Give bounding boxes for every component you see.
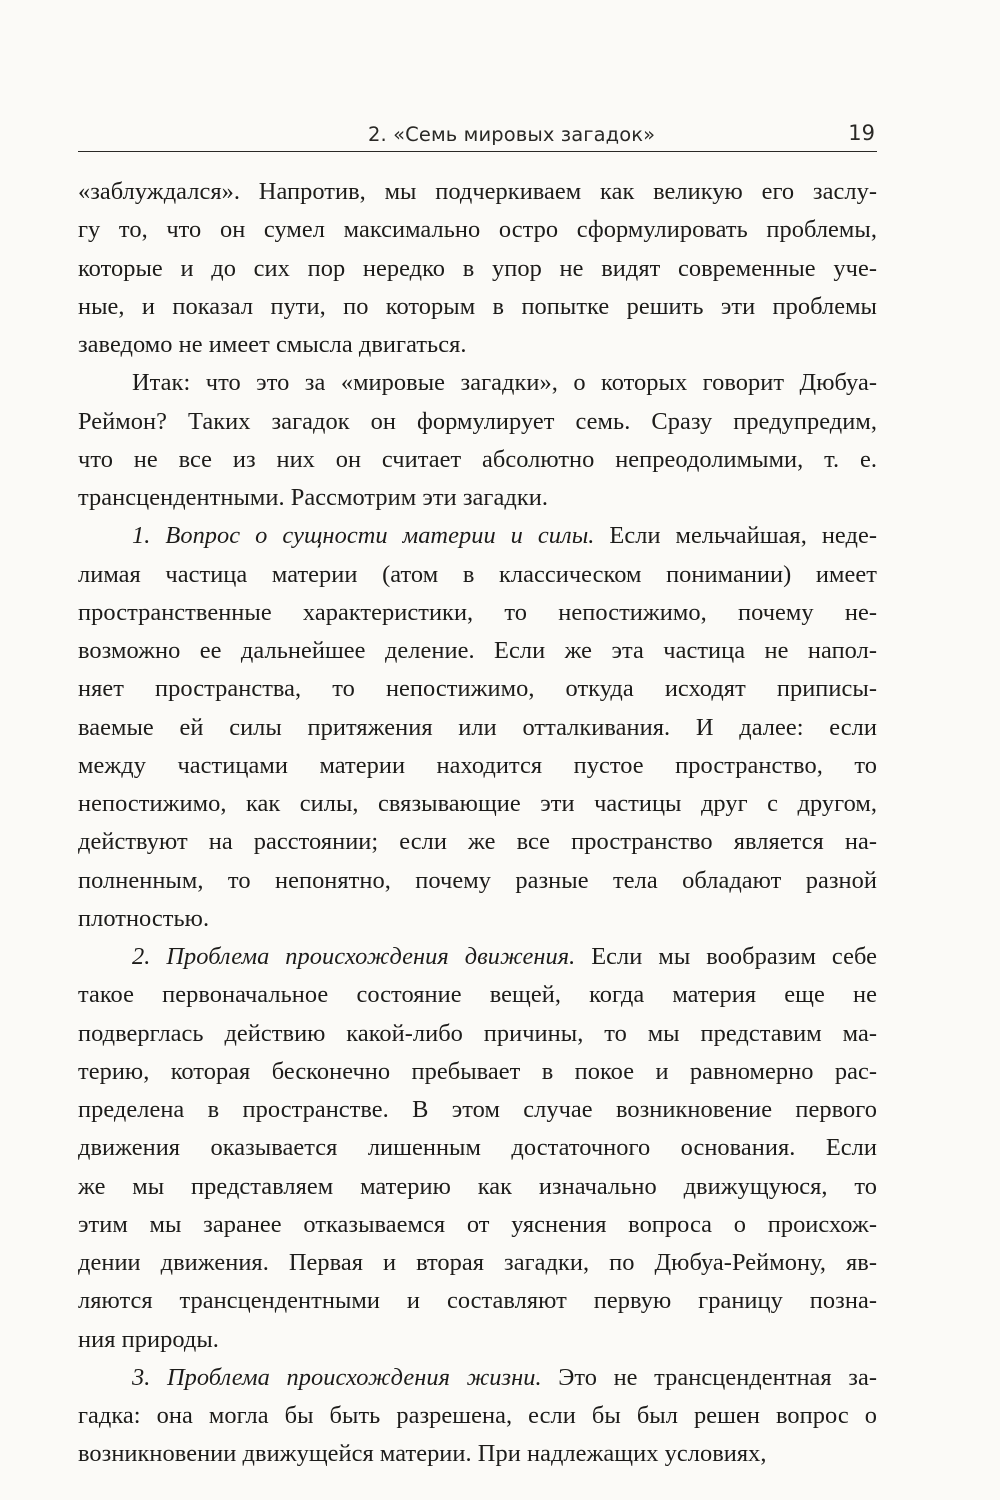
paragraph bbox=[78, 517, 877, 938]
running-title: 2. «Семь мировых загадок» bbox=[368, 123, 656, 146]
running-header bbox=[78, 117, 877, 152]
text-line bbox=[78, 900, 877, 938]
text-line bbox=[78, 709, 877, 747]
text-line bbox=[78, 1015, 877, 1053]
line-text: ляются трансцендентными и составляют первую границу позна- bbox=[78, 1287, 877, 1315]
paragraph bbox=[78, 173, 877, 364]
text-line bbox=[78, 211, 877, 249]
text-line bbox=[78, 594, 877, 632]
text-line bbox=[78, 441, 877, 479]
line-text: же мы представляем материю как изначально движущуюся, то bbox=[78, 1172, 877, 1200]
text-line bbox=[78, 364, 877, 402]
italic-heading: 2. Проблема происхождения движения. bbox=[132, 943, 576, 970]
text-line bbox=[78, 785, 877, 823]
text-line bbox=[78, 823, 877, 861]
text-line bbox=[78, 1321, 877, 1359]
paragraph bbox=[78, 938, 877, 1359]
text-line bbox=[78, 326, 877, 364]
text-line bbox=[78, 747, 877, 785]
line-text: такое первоначальное состояние вещей, когда материя еще не bbox=[78, 981, 877, 1009]
line-text: ваемые ей силы притяжения или отталкивания. И далее: если bbox=[78, 713, 877, 741]
line-text: «заблуждался». Напротив, мы подчеркиваем как великую его заслу- bbox=[78, 178, 877, 205]
line-text: няет пространства, то непостижимо, откуда исходят приписы- bbox=[78, 675, 877, 703]
line-text: что не все из них он считает абсолютно непреодолимыми, т. е. bbox=[78, 445, 877, 473]
text-line bbox=[78, 1359, 877, 1397]
line-text: терию, которая бесконечно пребывает в покое и равномерно рас- bbox=[78, 1057, 877, 1085]
line-text: подверглась действию какой-либо причины, то мы представим ма- bbox=[78, 1019, 877, 1047]
text-line bbox=[78, 862, 877, 900]
line-text: Это не трансцендентная за- bbox=[541, 1363, 878, 1391]
line-text: Если мы вообразим себе bbox=[575, 943, 877, 970]
text-line bbox=[78, 173, 877, 211]
line-text: заведомо не имеет смысла двигаться. bbox=[78, 331, 467, 358]
page-number: 19 bbox=[848, 121, 875, 145]
text-line bbox=[78, 1435, 877, 1473]
paragraph bbox=[78, 364, 877, 517]
line-text: Итак: что это за «мировые загадки», о которых говорит Дюбуа- bbox=[132, 369, 877, 397]
line-text: дении движения. Первая и вторая загадки, по Дюбуа-Реймону, яв- bbox=[78, 1249, 877, 1276]
text-line bbox=[78, 479, 877, 517]
line-text: ные, и показал пути, по которым в попытке решить эти проблемы bbox=[78, 292, 877, 320]
text-line bbox=[78, 1397, 877, 1435]
text-line bbox=[78, 670, 877, 708]
line-text: ния природы. bbox=[78, 1325, 219, 1353]
body-text bbox=[78, 173, 877, 1474]
text-line bbox=[78, 1244, 877, 1282]
line-text: непостижимо, как силы, связывающие эти частицы друг с другом, bbox=[78, 790, 877, 817]
line-text: пространственные характеристики, то непостижимо, почему не- bbox=[78, 598, 877, 626]
line-text: между частицами материи находится пустое пространство, то bbox=[78, 751, 877, 779]
line-text: движения оказывается лишенным достаточного основания. Если bbox=[78, 1134, 877, 1162]
text-line bbox=[78, 250, 877, 288]
line-text: этим мы заранее отказываемся от уяснения вопроса о происхож- bbox=[78, 1210, 877, 1238]
line-text: полненным, то непонятно, почему разные тела обладают разной bbox=[78, 866, 877, 894]
text-line bbox=[78, 632, 877, 670]
text-line bbox=[78, 938, 877, 976]
line-text: возникновении движущейся материи. При надлежащих условиях, bbox=[78, 1440, 767, 1468]
text-line bbox=[78, 976, 877, 1014]
line-text: Реймон? Таких загадок он формулирует семь. Сразу предупредим, bbox=[78, 407, 877, 435]
text-line bbox=[78, 1168, 877, 1206]
text-line bbox=[78, 1053, 877, 1091]
line-text: лимая частица материи (атом в классическом понимании) имеет bbox=[78, 560, 877, 588]
line-text: пределена в пространстве. В этом случае возникновение первого bbox=[78, 1096, 877, 1123]
italic-heading: 1. Вопрос о сущности материи и силы. bbox=[132, 522, 595, 550]
text-line bbox=[78, 1282, 877, 1320]
paragraph bbox=[78, 1359, 877, 1474]
italic-heading: 3. Проблема происхождения жизни. bbox=[132, 1363, 542, 1391]
text-line bbox=[78, 1129, 877, 1167]
line-text: возможно ее дальнейшее деление. Если же эта частица не напол- bbox=[78, 637, 877, 664]
text-line bbox=[78, 288, 877, 326]
line-text: Если мельчайшая, неде- bbox=[594, 522, 877, 550]
line-text: действуют на расстоянии; если же все пространство является на- bbox=[78, 828, 877, 856]
text-line bbox=[78, 1091, 877, 1129]
line-text: гу то, что он сумел максимально остро сформулировать проблемы, bbox=[78, 216, 877, 244]
text-line bbox=[78, 403, 877, 441]
line-text: трансцендентными. Рассмотрим эти загадки. bbox=[78, 484, 548, 511]
text-line bbox=[78, 556, 877, 594]
text-line bbox=[78, 1206, 877, 1244]
line-text: которые и до сих пор нередко в упор не видят современные уче- bbox=[78, 254, 877, 282]
line-text: гадка: она могла бы быть разрешена, если бы был решен вопрос о bbox=[78, 1402, 877, 1429]
line-text: плотностью. bbox=[78, 904, 210, 932]
text-line bbox=[78, 517, 877, 555]
